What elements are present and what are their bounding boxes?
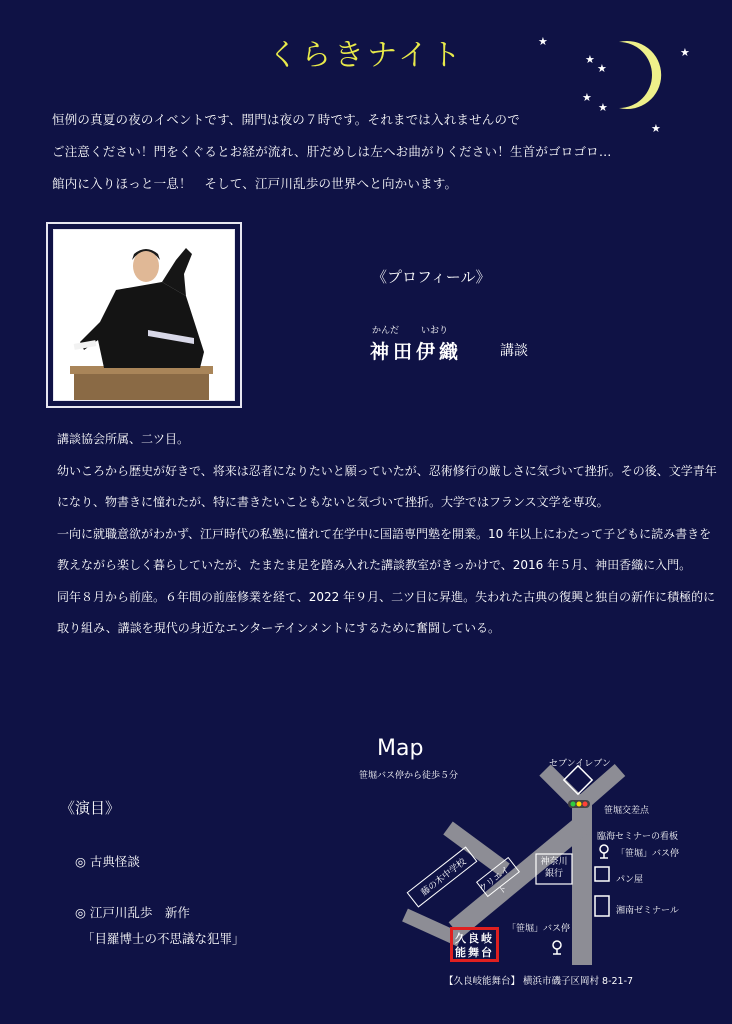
crescent-moon-icon xyxy=(605,38,665,112)
star-icon: ★ xyxy=(582,91,592,104)
label-school: 藤の木中学校 xyxy=(419,857,469,899)
intro-text xyxy=(52,104,612,200)
label-bakery: パン屋 xyxy=(616,875,644,885)
star-icon: ★ xyxy=(585,53,595,66)
bio-line: 取り組み、講談を現代の身近なエンターテインメントにするために奮闘している。 xyxy=(57,621,501,635)
program-heading: 《演目》 xyxy=(60,799,121,817)
program-item: ◎ 古典怪談 xyxy=(75,854,140,869)
profile-heading: 《プロフィール》 xyxy=(372,268,491,286)
star-icon: ★ xyxy=(598,101,608,114)
label-seminar-sign: 臨海セミナーの看板 xyxy=(597,832,679,842)
map-title: Map xyxy=(377,736,424,761)
venue-name-line: 久良岐 xyxy=(455,932,494,945)
star-icon: ★ xyxy=(538,35,548,48)
venue-name-line: 能舞台 xyxy=(455,946,494,959)
performer-name: 神田伊織 xyxy=(370,341,463,363)
bio-line: 幼いころから歴史が好きで、将来は忍者になりたいと願っていたが、忍術修行の厳しさに気づいて挫折。その後、文学青年 xyxy=(57,463,717,478)
bus-stop-icon xyxy=(553,941,561,954)
star-icon: ★ xyxy=(680,46,690,59)
program-item: ◎ 江戸川乱歩 新作 xyxy=(75,905,190,920)
venue-marker xyxy=(450,927,499,962)
star-icon: ★ xyxy=(651,122,661,135)
intro-line: 恒例の真夏の夜のイベントです、開門は夜の７時です。それまでは入れませんので xyxy=(52,112,520,127)
intro-line: 館内に入りほっと一息！ そして、江戸川乱歩の世界へと向かいます。 xyxy=(52,176,458,191)
bio-line: になり、物書きに憧れたが、特に書きたいこともないと気づいて挫折。大学ではフランス文学を専攻。 xyxy=(57,495,609,509)
label-intersection: 笹堀交差点 xyxy=(604,806,650,816)
venue-address: 【久良岐能舞台】 横浜市磯子区岡村 8-21-7 xyxy=(444,976,634,987)
storyteller-illustration xyxy=(54,230,234,400)
bio-line: 講談協会所属、二ツ目。 xyxy=(57,432,190,446)
label-bank: 神奈川銀行 xyxy=(540,857,568,879)
label-bus-stop-right: 「笹堀」バス停 xyxy=(616,849,680,859)
page-title: くらきナイト xyxy=(268,38,464,73)
program-item-title: 「目羅博士の不思議な犯罪」 xyxy=(82,931,245,946)
label-seven-eleven: セブンイレブン xyxy=(549,759,611,769)
label-bus-stop-left: 「笹堀」バス停 xyxy=(507,924,571,934)
bio-line: 教えながら楽しく暮らしていたが、たまたま足を踏み入れた講談教室がきっかけで、2016 年５月、神田香織に入門。 xyxy=(57,558,692,572)
performer-photo-frame xyxy=(46,222,242,408)
performer-role: 講談 xyxy=(500,343,528,359)
map-subtitle: 笹堀バス停から徒歩５分 xyxy=(359,771,459,781)
intro-line: ご注意ください！門をくぐるとお経が流れ、肝だめしは左へお曲がりください！生首がゴロゴロ… xyxy=(52,144,612,159)
bio-line: 同年８月から前座。６年間の前座修業を経て、2022 年９月、二ツ目に昇進。失われた古典の復興と独自の新作に積極的に xyxy=(57,589,716,604)
label-create: クリエイト xyxy=(477,865,513,898)
bio-line: 一向に就職意欲がわかず、江戸時代の私塾に憧れて在学中に国語専門塾を開業。10 年以上にわたって子どもに読み書きを xyxy=(57,526,712,541)
biography xyxy=(57,424,717,645)
name-ruby-given: いおり xyxy=(421,326,449,336)
bus-stop-icon xyxy=(600,845,608,858)
star-icon: ★ xyxy=(597,62,607,75)
label-shonan-seminar: 湘南ゼミナール xyxy=(616,906,679,916)
name-ruby-family: かんだ xyxy=(372,326,400,336)
performer-photo xyxy=(53,229,235,401)
